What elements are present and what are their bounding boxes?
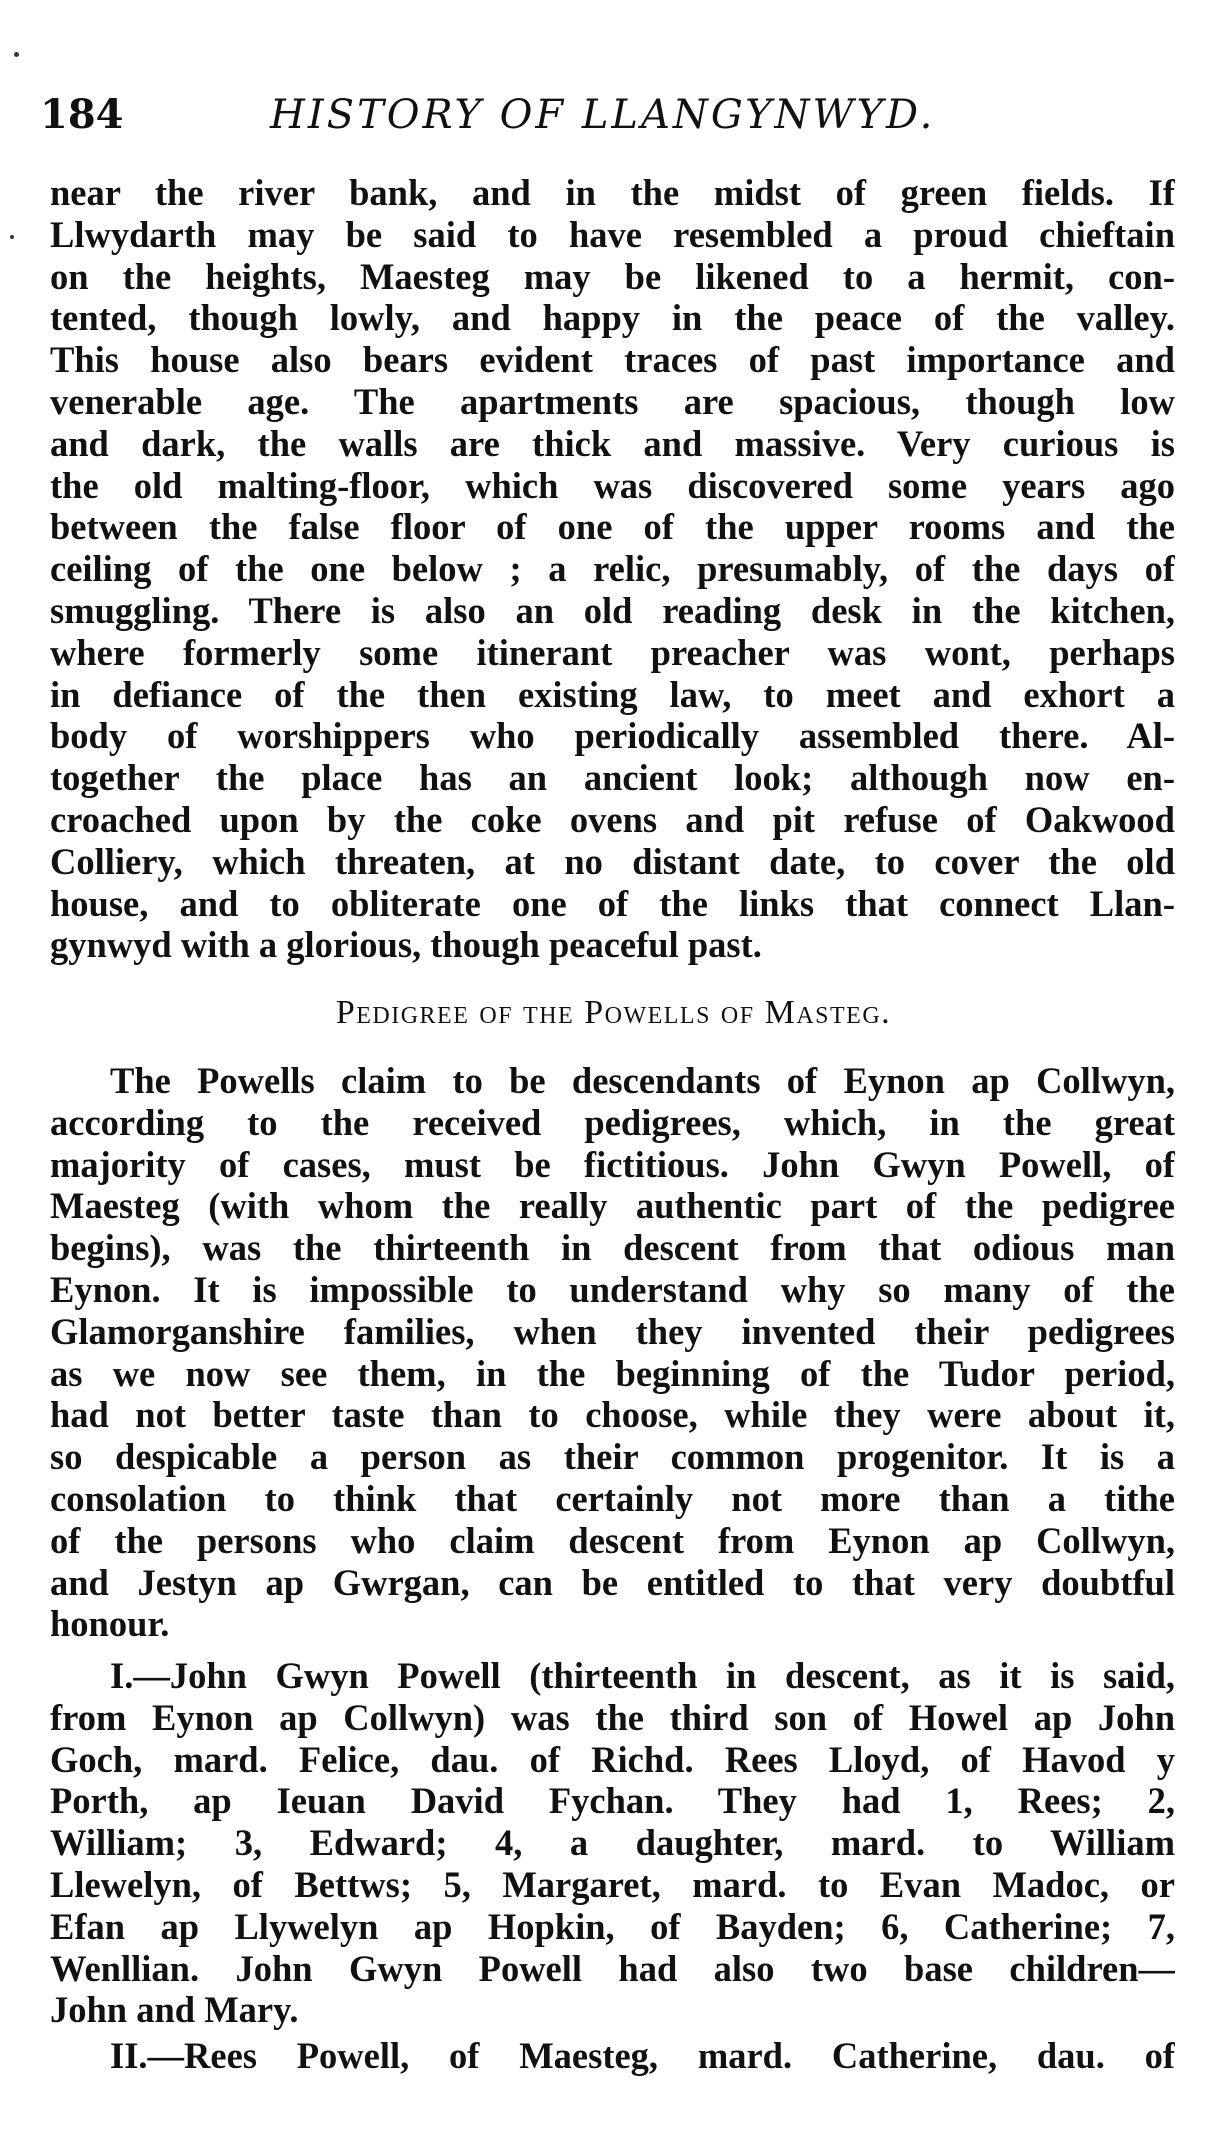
- text-line: venerable age. The apartments are spacious, though low: [50, 380, 1175, 422]
- section-heading: Pedigree of the Powells of Masteg.: [335, 994, 892, 1031]
- text-line: begins), was the thirteenth in descent from that odious man: [50, 1227, 1175, 1269]
- print-speck: [14, 52, 19, 57]
- text-line: majority of cases, must be fictitious. John Gwyn Powell, of: [50, 1143, 1175, 1185]
- text-line: This house also bears evident traces of past importance and: [50, 339, 1175, 381]
- text-line: Efan ap Llywelyn ap Hopkin, of Bayden; 6, Catherine; 7,: [50, 1905, 1175, 1947]
- text-line: smuggling. There is also an old reading desk in the kitchen,: [50, 589, 1175, 631]
- text-line: Goch, mard. Felice, dau. of Richd. Rees Lloyd, of Havod y: [50, 1738, 1175, 1780]
- text-line: tented, though lowly, and happy in the peace of the valley.: [50, 297, 1175, 339]
- print-speck: [10, 235, 14, 239]
- text-line: and dark, the walls are thick and massive. Very curious is: [50, 422, 1175, 464]
- text-line: house, and to obliterate one of the links that connect Llan-: [50, 882, 1175, 924]
- text-line: croached upon by the coke ovens and pit refuse of Oakwood: [50, 798, 1175, 840]
- text-line: the old malting-floor, which was discovered some years ago: [50, 464, 1175, 506]
- page-number: 184: [40, 91, 124, 138]
- text-line: Llewelyn, of Bettws; 5, Margaret, mard. to Evan Madoc, or: [50, 1863, 1175, 1905]
- text-line: between the false floor of one of the upper rooms and the: [50, 506, 1175, 548]
- text-line: The Powells claim to be descendants of Eynon ap Collwyn,: [110, 1060, 1175, 1101]
- text-line: Eynon. It is impossible to understand why so many of the: [50, 1268, 1175, 1310]
- text-line: near the river bank, and in the midst of green fields. If: [50, 172, 1175, 213]
- text-line: Llwydarth may be said to have resembled a proud chieftain: [50, 213, 1175, 255]
- text-line: Wenllian. John Gwyn Powell had also two base children—: [50, 1947, 1175, 1989]
- text-line: ceiling of the one below ; a relic, presumably, of the days of: [50, 548, 1175, 590]
- text-line: Maesteg (with whom the really authentic part of the pedigree: [50, 1185, 1175, 1227]
- text-line: where formerly some itinerant preacher was wont, perhaps: [50, 631, 1175, 673]
- text-line: as we now see them, in the beginning of the Tudor period,: [50, 1352, 1175, 1394]
- text-line: of the persons who claim descent from Eynon ap Collwyn,: [50, 1519, 1175, 1561]
- running-head: [40, 85, 1180, 145]
- paragraph: [50, 172, 1175, 966]
- book-title: HISTORY OF LLANGYNWYD.: [270, 92, 936, 138]
- text-line: Glamorganshire families, when they invented their pedigrees: [50, 1310, 1175, 1352]
- text-line: Porth, ap Ieuan David Fychan. They had 1, Rees; 2,: [50, 1780, 1175, 1822]
- text-line: and Jestyn ap Gwrgan, can be entitled to that very doubtful: [50, 1561, 1175, 1603]
- text-line: according to the received pedigrees, which, in the great: [50, 1101, 1175, 1143]
- text-line: together the place has an ancient look; although now en-: [50, 757, 1175, 799]
- text-line: Colliery, which threaten, at no distant date, to cover the old: [50, 840, 1175, 882]
- text-line: body of worshippers who periodically assembled there. Al-: [50, 715, 1175, 757]
- text-line: from Eynon ap Collwyn) was the third son of Howel ap John: [50, 1696, 1175, 1738]
- text-line: gynwyd with a glorious, though peaceful past.: [50, 924, 762, 966]
- paragraph: [50, 2035, 1175, 2077]
- text-line: I.—John Gwyn Powell (thirteenth in descent, as it is said,: [110, 1655, 1175, 1696]
- text-line: II.—Rees Powell, of Maesteg, mard. Catherine, dau. of: [110, 2035, 1175, 2076]
- text-line: honour.: [50, 1603, 170, 1645]
- text-line: consolation to think that certainly not more than a tithe: [50, 1477, 1175, 1519]
- paragraph: [50, 1060, 1175, 1645]
- text-line: so despicable a person as their common progenitor. It is a: [50, 1436, 1175, 1478]
- paragraph: [50, 1655, 1175, 2031]
- text-line: in defiance of the then existing law, to meet and exhort a: [50, 673, 1175, 715]
- text-line: John and Mary.: [50, 1989, 299, 2031]
- text-line: had not better taste than to choose, while they were about it,: [50, 1394, 1175, 1436]
- text-line: on the heights, Maesteg may be likened to a hermit, con-: [50, 255, 1175, 297]
- text-line: William; 3, Edward; 4, a daughter, mard. to William: [50, 1822, 1175, 1864]
